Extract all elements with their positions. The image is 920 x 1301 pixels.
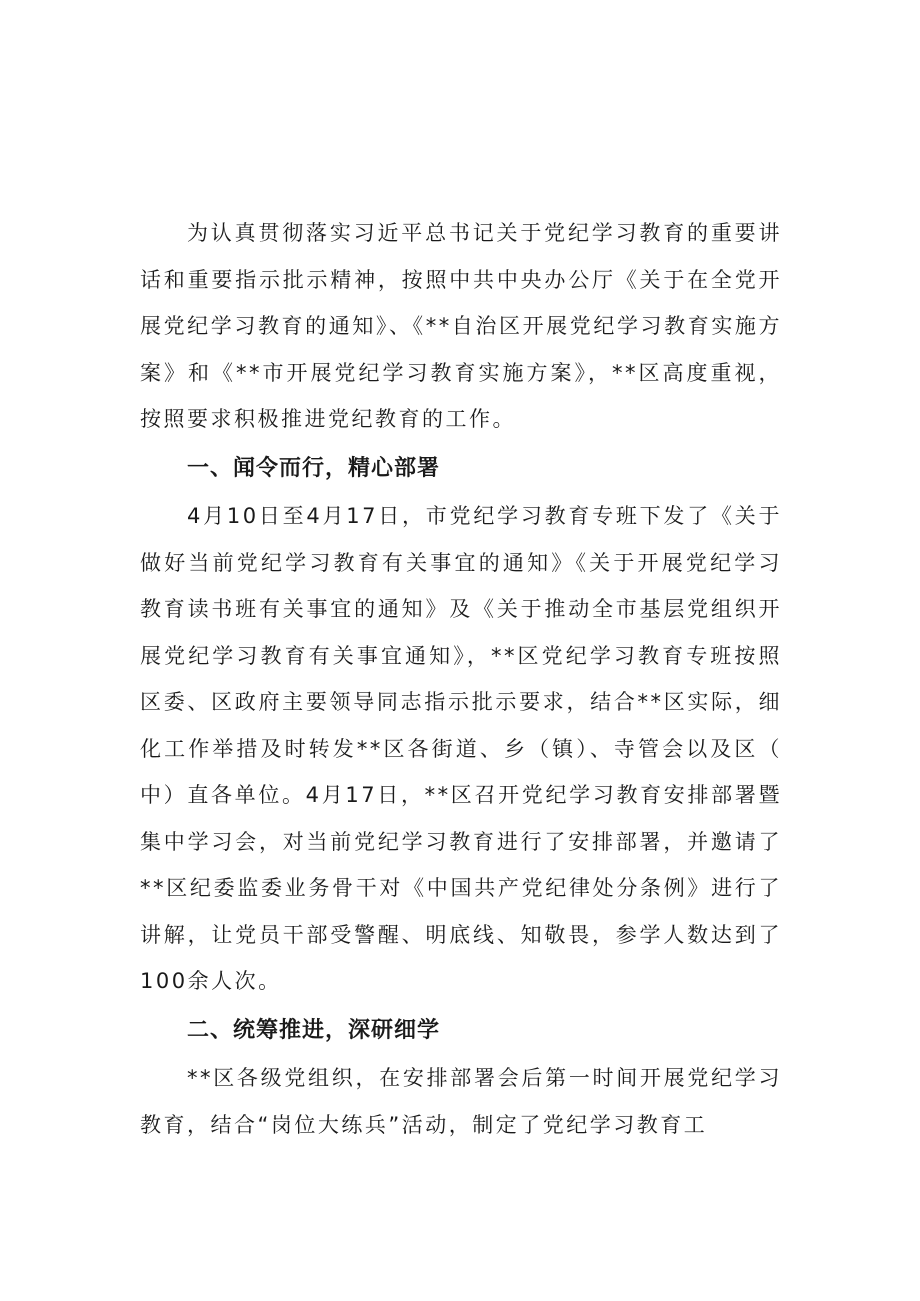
document-body [140, 210, 782, 1148]
section-1-paragraph: 4月10日至4月17日，市党纪学习教育专班下发了《关于做好当前党纪学习教育有关事宜的通知》《关于开展党纪学习教育读书班有关事宜的通知》及《关于推动全市基层党组织开展党纪学习教育有关事宜通知》，**区党纪学习教育专班按照区委、区政府主要领导同志指示批示要求，结合**区实际，细化工作举措及时转发**区各街道、乡（镇）、寺管会以及区（中）直各单位。4月17日，**区召开党纪学习教育安排部署暨集中学习会，对当前党纪学习教育进行了安排部署，并邀请了**区纪委监委业务骨干对《中国共产党纪律处分条例》进行了讲解，让党员干部受警醒、明底线、知敬畏，参学人数达到了100余人次。 [140, 504, 782, 993]
section-2-heading: 二、统筹推进，深研细学 [187, 1016, 441, 1042]
section-1-heading: 一、闻令而行，精心部署 [187, 454, 441, 480]
section-2-paragraph: **区各级党组织，在安排部署会后第一时间开展党纪学习教育，结合“岗位大练兵”活动，制定了党纪学习教育工 [140, 1066, 782, 1137]
intro-paragraph: 为认真贯彻落实习近平总书记关于党纪学习教育的重要讲话和重要指示批示精神，按照中共中央办公厅《关于在全党开展党纪学习教育的通知》、《**自治区开展党纪学习教育实施方案》和《**市开展党纪学习教育实施方案》，**区高度重视，按照要求积极推进党纪教育的工作。 [140, 221, 782, 431]
